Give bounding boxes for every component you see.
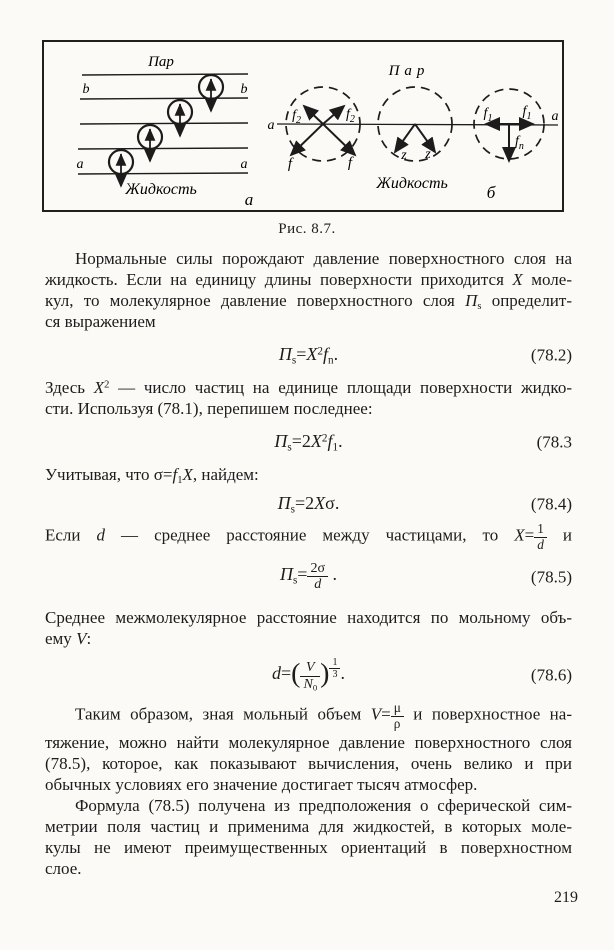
paragraph bbox=[45, 607, 572, 649]
equation-78-4 bbox=[45, 493, 572, 514]
formula: $П_s=2X\sigma$. bbox=[277, 493, 340, 516]
paragraph bbox=[45, 701, 572, 879]
line-label-b-left: b bbox=[82, 82, 90, 97]
text-line: (78.5), которое, как показывают вычисления, очень велико и при bbox=[45, 753, 572, 773]
panel-a-liquid-label: Жидкость bbox=[125, 181, 197, 198]
panel-a-vapor-label: Пар bbox=[148, 54, 174, 70]
text-line: сти. Используя (78.1), перепишем последнее: bbox=[45, 399, 373, 418]
text-line: Формула (78.5) получена из предположения о сферической сим- bbox=[75, 795, 572, 815]
panel-b-tag: б bbox=[486, 183, 496, 202]
force-label-fn: $f_n$ bbox=[515, 134, 524, 152]
panel-b-vapor-label: Пар bbox=[388, 63, 430, 79]
paragraph bbox=[45, 248, 572, 332]
force-label-f2-right: $f_2$ bbox=[346, 107, 355, 125]
formula: d=( $\frac{V}{N_0}$ ) $^{\frac{1}{3}}$ . bbox=[272, 657, 345, 693]
paragraph bbox=[45, 377, 572, 419]
equation-number: (78.2) bbox=[530, 345, 572, 364]
equation-78-3 bbox=[45, 431, 572, 452]
force-label-f-left: f bbox=[287, 156, 293, 172]
text-line: слое. bbox=[45, 858, 82, 878]
figure-drawing bbox=[44, 42, 562, 210]
molecule-circles bbox=[109, 75, 223, 174]
equation-78-5 bbox=[45, 561, 572, 593]
panel-b-liquid-label: Жидкость bbox=[376, 175, 448, 192]
force-label-f1-left: $f_1$ bbox=[483, 106, 493, 124]
equation-78-2 bbox=[45, 344, 572, 365]
text-column bbox=[45, 248, 572, 879]
equation-number: (78.5) bbox=[530, 567, 572, 587]
formula: $П_s=X^2f_n$. bbox=[278, 344, 339, 367]
formula: $П_s=2X^2f_1$. bbox=[274, 431, 343, 454]
panel-a-tag: а bbox=[244, 190, 254, 209]
line-label-a-left: a bbox=[76, 157, 84, 172]
force-label-f-right: f bbox=[347, 155, 353, 171]
text-line: Здесь $X^2$ — число частиц на единице площади поверхности жидко- bbox=[45, 378, 572, 397]
figure-caption: Рис. 8.7. bbox=[278, 221, 336, 237]
text-line: обычных условиях его значение достигает тысяч атмосфер. bbox=[45, 774, 478, 794]
molecule-arrows bbox=[121, 79, 211, 186]
text-line: ся выражением bbox=[45, 312, 156, 331]
equation-number: (78.3 bbox=[536, 432, 572, 451]
line-label-a-right: a bbox=[240, 157, 248, 172]
equation-number: (78.4) bbox=[530, 494, 572, 513]
page-number: 219 bbox=[554, 889, 578, 906]
formula: $П_s=$ $\frac{2\sigma}{d}$ . bbox=[279, 559, 338, 593]
equation-78-6 bbox=[45, 657, 572, 693]
equation-number: (78.6) bbox=[530, 665, 572, 685]
text-line: ему V: bbox=[45, 629, 92, 649]
force-label-z-left: z bbox=[401, 148, 407, 163]
axis-label-a-right: a bbox=[551, 109, 559, 124]
text-line: Если d — среднее расстояние между частицами, то X= $\frac{1}{d}$ и bbox=[45, 521, 572, 552]
axis-label-a-left: a bbox=[267, 118, 275, 133]
force-label-f1-right: $f_1$ bbox=[522, 104, 532, 122]
text-line: тяжение, можно найти молекулярное давление поверхностного слоя bbox=[45, 732, 572, 752]
text-line: Среднее межмолекулярное расстояние находится по мольному объ- bbox=[45, 608, 572, 628]
line-label-b-right: b bbox=[240, 82, 248, 97]
text-line: метрии поля частиц и применима для жидкостей, в которых моле- bbox=[45, 816, 572, 836]
text-line: кул, то молекулярное давление поверхностного слоя $П_s$ определит- bbox=[45, 291, 572, 313]
paragraph bbox=[45, 522, 572, 553]
text-line: кулы не имеют преимущественных ориентаций в поверхностном bbox=[45, 837, 572, 857]
paragraph bbox=[45, 464, 572, 485]
force-label-f2-left: $f_2$ bbox=[292, 108, 301, 126]
text-line: Учитывая, что $\sigma=f_1X$, найдем: bbox=[45, 465, 259, 487]
figure-8-7 bbox=[42, 40, 564, 212]
text-line: Нормальные силы порождают давление поверхностного слоя на bbox=[75, 249, 572, 268]
text-line: жидкость. Если на единицу длины поверхности приходится X моле- bbox=[45, 270, 572, 289]
text-line: Таким образом, зная мольный объем V= $\frac{\mu}{\rho}$ и поверхностное на- bbox=[75, 699, 572, 731]
force-label-z-right: z bbox=[425, 147, 431, 162]
